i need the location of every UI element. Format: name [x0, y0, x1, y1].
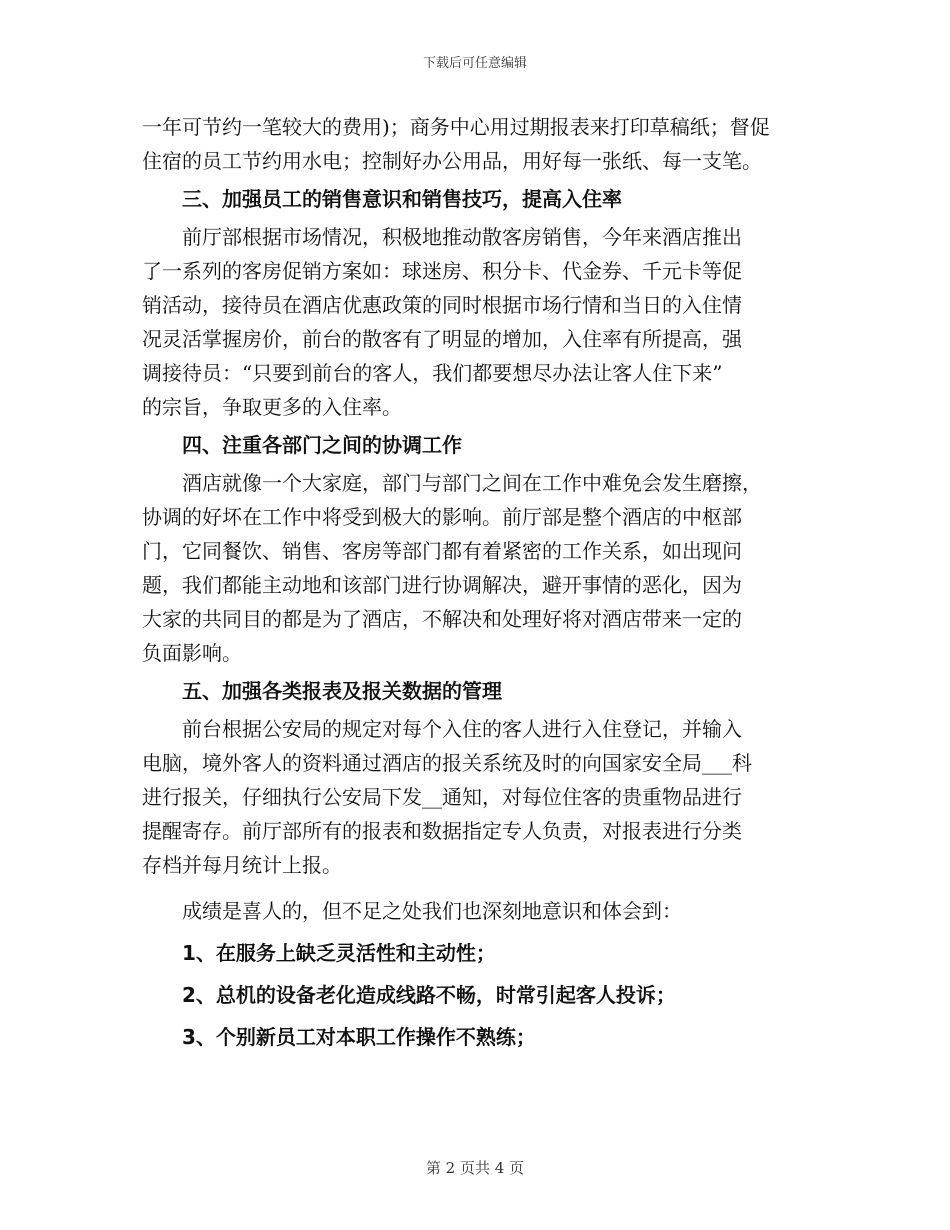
paragraph-shortcomings-intro: [142, 894, 802, 928]
page-footer: 第 2 页共 4 页: [425, 1159, 525, 1177]
paragraph-sales: [142, 220, 802, 424]
text-line: 销活动，接待员在酒店优惠政策的同时根据市场行情和当日的入住情: [142, 293, 742, 317]
text-line: 酒店就像一个大家庭，部门与部门之间在工作中难免会发生磨擦，: [182, 471, 762, 495]
text-line: 前厅部根据市场情况，积极地推动散客房销售，今年来酒店推出: [182, 225, 742, 249]
text-line: 电脑，境外客人的资料通过酒店的报关系统及时的向国家安全局___科: [142, 751, 752, 775]
text-line: 成绩是喜人的，但不足之处我们也深刻地意识和体会到：: [182, 899, 682, 923]
paragraph-cost-saving: [142, 110, 802, 178]
text-line: 前台根据公安局的规定对每个入住的客人进行入住登记，并输入: [182, 717, 742, 741]
text-line: 提醒寄存。前厅部所有的报表和数据指定专人负责，对报表进行分类: [142, 819, 742, 843]
text-line: 调接待员：“只要到前台的客人，我们都要想尽办法让客人住下来”: [142, 361, 723, 385]
text-line: 协调的好坏在工作中将受到极大的影响。前厅部是整个酒店的中枢部: [142, 505, 742, 529]
text-line: 的宗旨，争取更多的入住率。: [142, 395, 402, 419]
text-line: 门，它同餐饮、销售、客房等部门都有着紧密的工作关系，如出现问: [142, 539, 742, 563]
text-line: 负面影响。: [142, 641, 242, 665]
text-line: 况灵活掌握房价，前台的散客有了明显的增加，入住率有所提高，强: [142, 327, 742, 351]
text-line: 住宿的员工节约用水电；控制好办公用品，用好每一张纸、每一支笔。: [142, 149, 762, 173]
page-header: 下载后可任意编辑: [422, 56, 527, 71]
section-heading-5: 五、加强各类报表及报关数据的管理: [182, 679, 502, 703]
document-body: [142, 110, 802, 1062]
text-line: 一年可节约一笔较大的费用)；商务中心用过期报表来打印草稿纸；督促: [142, 115, 770, 139]
text-line: 大家的共同目的都是为了酒店，不解决和处理好将对酒店带来一定的: [142, 607, 742, 631]
section-heading-3: 三、加强员工的销售意识和销售技巧，提高入住率: [182, 187, 622, 211]
paragraph-reports: [142, 712, 802, 882]
text-line: 存档并每月统计上报。: [142, 853, 342, 877]
section-heading-4: 四、注重各部门之间的协调工作: [182, 433, 462, 457]
list-item: 2、总机的设备老化造成线路不畅，时常引起客人投诉；: [182, 983, 676, 1007]
list-item: 3、个别新员工对本职工作操作不熟练；: [182, 1025, 536, 1049]
list-item: 1、在服务上缺乏灵活性和主动性；: [182, 941, 496, 965]
text-line: 进行报关，仔细执行公安局下发__通知，对每位住客的贵重物品进行: [142, 785, 742, 809]
text-line: 题，我们都能主动地和该部门进行协调解决，避开事情的恶化，因为: [142, 573, 742, 597]
text-line: 了一系列的客房促销方案如：球迷房、积分卡、代金券、千元卡等促: [142, 259, 742, 283]
paragraph-coordination: [142, 466, 802, 670]
